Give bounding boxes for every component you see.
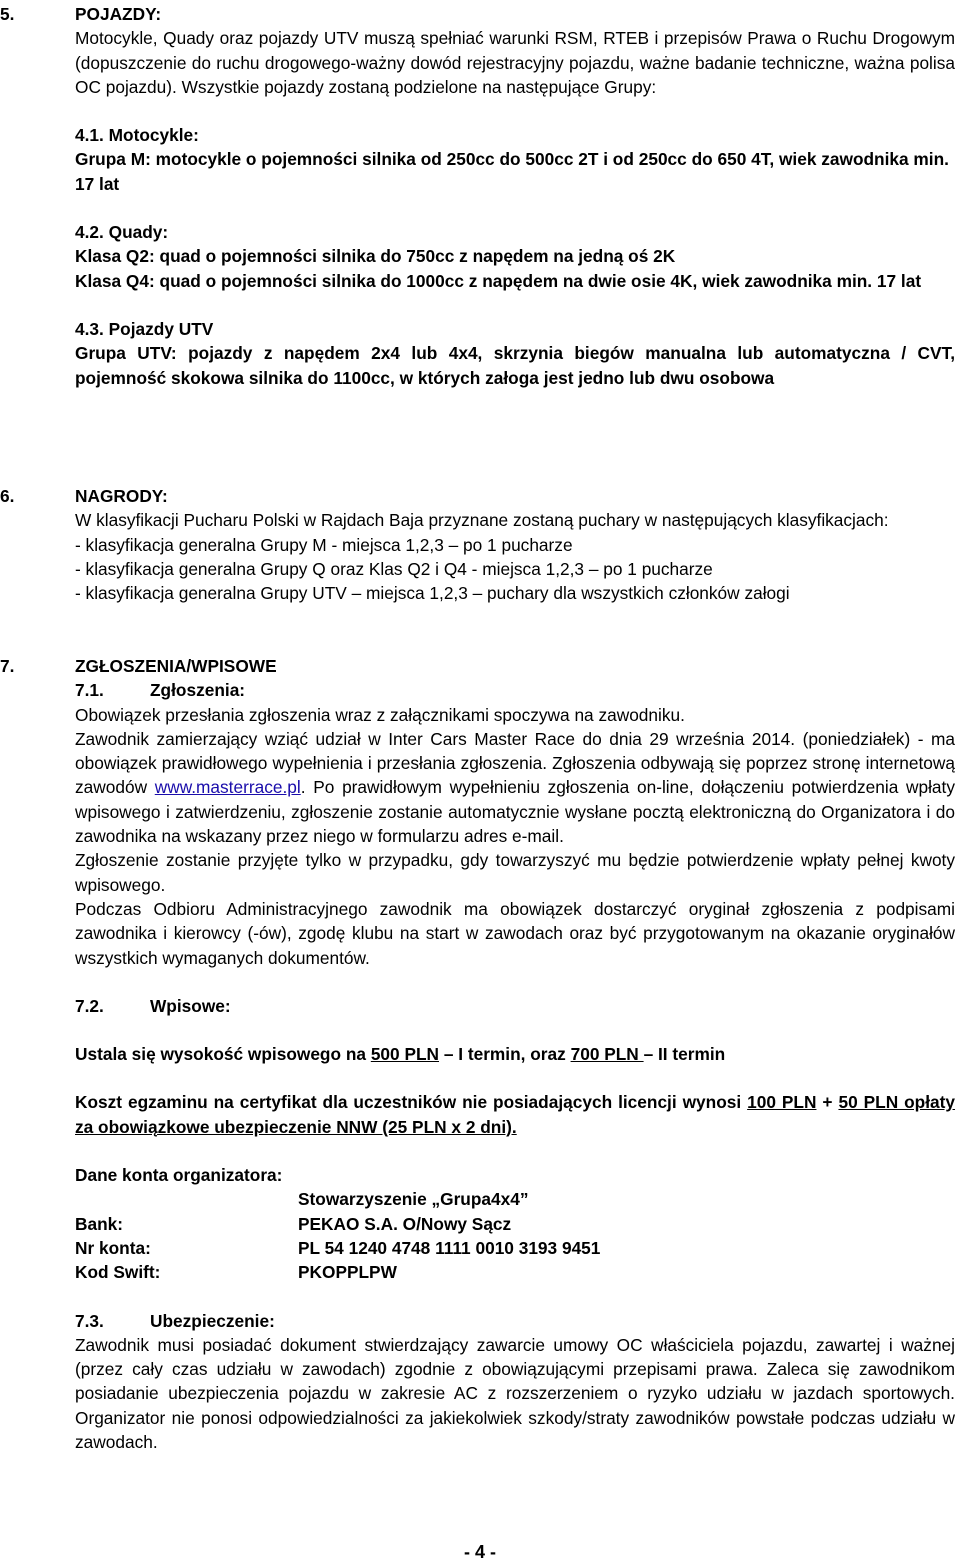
website-link[interactable]: www.masterrace.pl [154, 777, 301, 798]
subsection-title: 4.1. Motocykle: [75, 125, 199, 146]
section-number: 6. [0, 486, 15, 506]
section-intro: Motocykle, Quady oraz pojazdy UTV muszą spełniać warunki RSM, RTEB i przepisów Prawa o Ruchu Drogowym (dopuszczenie do ruchu drogowego-ważny dowód rejestracyjny pojazdu, ważne badanie techniczne, ważna polisa OC pojazdu). Wszystkie pojazdy zostaną podzielone na następujące Grupy: [75, 28, 955, 97]
subsection-title: 4.3. Pojazdy UTV [75, 318, 214, 339]
fee-text: – II termin [643, 1044, 726, 1065]
fee-text: Ustala się wysokość wpisowego na [75, 1044, 371, 1065]
paragraph [75, 727, 955, 848]
bank-heading: Dane konta organizatora: [75, 1165, 283, 1186]
subsection-title: Wpisowe: [150, 995, 231, 1016]
exam-text: Koszt egzaminu na certyfikat dla uczestników nie posiadających licencji wynosi [75, 1092, 748, 1113]
subsection-text: Grupa M: motocykle o pojemności silnika od 250cc do 500cc 2T i od 250cc do 650 4T, wiek zawodnika min. 17 lat [75, 149, 949, 194]
subsection-number: 7.3. [75, 1310, 104, 1331]
subsection-title: Zgłoszenia: [150, 680, 246, 701]
section-number: 7. [0, 656, 15, 676]
section-title: NAGRODY: [75, 486, 168, 506]
org-name: Stowarzyszenie „Grupa4x4” [298, 1189, 529, 1210]
swift-label: Kod Swift: [75, 1262, 161, 1283]
paragraph-text: . Po prawidłowym wypełnieniu zgłoszenia on-line, dołączeniu potwierdzenia wpłaty wpisowego i zatwierdzeniu, zgłoszenie zostanie automatycznie wysłane pocztą elektroniczną do Organizatora i do zawodnika na wskazany przez niego w formularzu adres e-mail. [75, 777, 955, 847]
page-number: - 4 - [463, 1542, 496, 1562]
swift-value: PKOPPLPW [298, 1262, 397, 1283]
account-label: Nr konta: [75, 1237, 151, 1258]
subsection-text: Klasa Q4: quad o pojemności silnika do 1000cc z napędem na dwie osie 4K, wiek zawodnika min. 17 lat [75, 270, 922, 291]
section-intro: W klasyfikacji Pucharu Polski w Rajdach Baja przyznane zostaną puchary w następujących klasyfikacjach: [75, 510, 889, 531]
fee-text: – I termin, oraz [439, 1044, 571, 1065]
list-item: - klasyfikacja generalna Grupy Q oraz Klas Q2 i Q4 - miejsca 1,2,3 – po 1 pucharze [75, 558, 713, 579]
section-title: POJAZDY: [75, 4, 162, 24]
subsection-number: 7.1. [75, 680, 104, 701]
exam-fee-line [75, 1090, 955, 1139]
org-row [75, 1187, 955, 1211]
bank-row [75, 1212, 955, 1236]
subsection-heading [75, 994, 955, 1018]
bank-label: Bank: [75, 1213, 124, 1234]
subsection-heading [75, 678, 955, 702]
subsection-text: Klasa Q2: quad o pojemności silnika do 750cc z napędem na jedną oś 2K [75, 246, 676, 267]
account-value: PL 54 1240 4748 1111 0010 3193 9451 [298, 1237, 601, 1258]
paragraph-text: Zawodnik zamierzający wziąć udział w Inter Cars Master Race do dnia 29 września 2014. (poniedziałek) - ma obowiązek prawidłowego wypełnienia i przesłania zgłoszenia. Zgłoszenia odbywają się poprzez stronę internetową zawodów [75, 728, 955, 798]
section-title: ZGŁOSZENIA/WPISOWE [75, 656, 277, 676]
entry-fee-line [75, 1042, 955, 1066]
paragraph: Zawodnik musi posiadać dokument stwierdzający zawarcie umowy OC właściciela pojazdu, zawartej i ważnej (przez cały czas udziału w zawodach) zgodnie z obowiązującymi przepisami prawa. Zaleca się zawodnikom posiadanie ubezpieczenia pojazdu w zakresie AC z rozszerzeniem o ryzyko udziału w jazdach sportowych. Organizator nie ponosi odpowiedzialności za jakiekolwiek szkody/straty zawodników powstałe podczas udziału w zawodach. [75, 1334, 955, 1453]
fee-amount-1: 500 PLN [370, 1044, 440, 1065]
subsection-title: Ubezpieczenie: [150, 1310, 275, 1331]
paragraph: Podczas Odbioru Administracyjnego zawodnik ma obowiązek dostarczyć oryginał zgłoszenia z podpisami zawodnika i kierowcy (-ów), zgodę klubu na start w zawodach oraz być przygotowanym na okazanie oryginałów wszystkich wymaganych dokumentów. [75, 898, 955, 968]
bank-value: PEKAO S.A. O/Nowy Sącz [298, 1213, 512, 1234]
exam-text: + [816, 1092, 839, 1113]
account-row [75, 1236, 955, 1260]
paragraph: Obowiązek przesłania zgłoszenia wraz z załącznikami spoczywa na zawodniku. [75, 704, 685, 725]
exam-amount: 100 PLN [747, 1092, 817, 1113]
subsection-number: 7.2. [75, 995, 104, 1016]
list-item: - klasyfikacja generalna Grupy M - miejsca 1,2,3 – po 1 pucharze [75, 534, 573, 555]
list-item: - klasyfikacja generalna Grupy UTV – miejsca 1,2,3 – puchary dla wszystkich członków załogi [75, 583, 790, 604]
section-prizes [0, 484, 960, 605]
section-number: 5. [0, 4, 15, 24]
subsection-title: 4.2. Quady: [75, 222, 169, 243]
section-entries [0, 654, 960, 1454]
subsection-text: Grupa UTV: pojazdy z napędem 2x4 lub 4x4, skrzynia biegów manualna lub automatyczna / CVT, pojemność skokowa silnika do 1100cc, w których załoga jest jedno lub dwu osobowa [75, 343, 955, 388]
insurance-fee: 50 PLN opłaty za obowiązkowe ubezpieczenie NNW (25 PLN x 2 dni). [75, 1092, 956, 1137]
paragraph: Zgłoszenie zostanie przyjęte tylko w przypadku, gdy towarzyszyć mu będzie potwierdzenie wpłaty pełnej kwoty wpisowego. [75, 850, 955, 895]
fee-amount-2: 700 PLN [570, 1044, 644, 1065]
subsection-heading [75, 1309, 955, 1333]
swift-row [75, 1260, 955, 1284]
section-vehicles [0, 2, 960, 390]
